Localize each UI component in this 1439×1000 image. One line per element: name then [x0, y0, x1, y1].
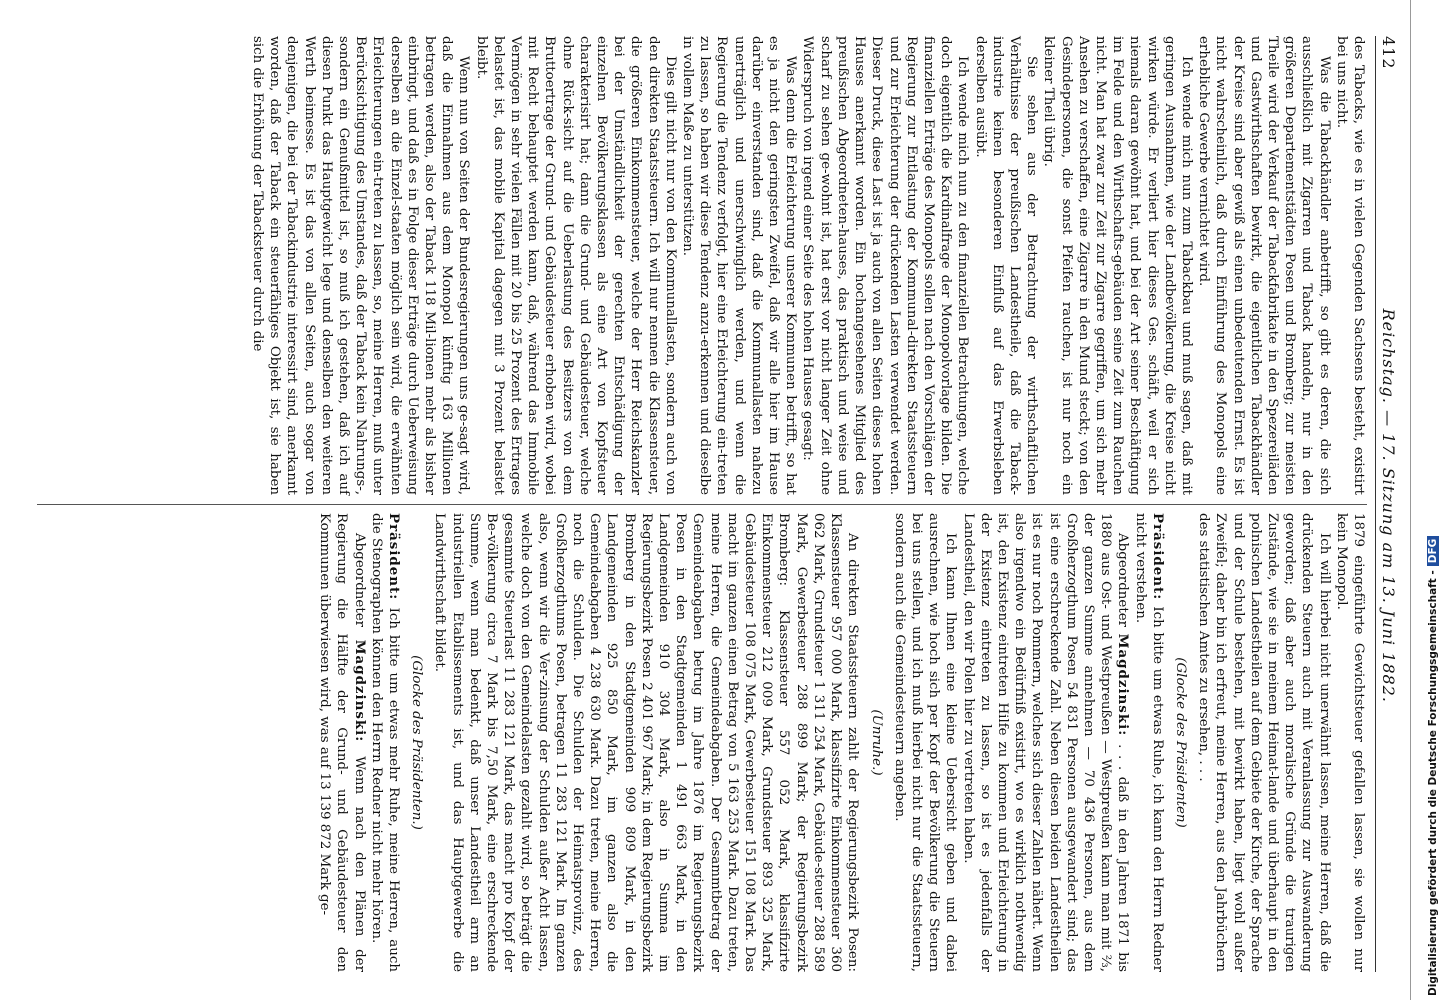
stage-direction: (Unruhe.): [868, 709, 884, 776]
paragraph-text: Ich wende mich nun zu den finanziellen Betrachtungen, welche doch eigentlich die Kardinalfrage der Monopolvorlage bilden. Die finanziellen Erträge des Monopols sollen nach den Vorschlägen der Regierung zur Entlastung der Kommunal-direkten Staatssteuern und zur Erleichterung der drückenden Lasten verwendet werden. Dieser Druck, diese Last ist ja auch von allen Seiten dieses hohen Hauses anerkannt worden. Ein hochangesehenes Mitglied des preußischen Abgeordneten-hauses, das praktisch und weise und scharf zu sehen ge-wohnt ist, hat erst vor nicht langer Zeit ohne Widerspruch von irgend einer Seite des hohen Hauses gesagt:: [800, 36, 971, 495]
body-paragraph: [249, 36, 473, 495]
page-number: 412: [1379, 36, 1398, 70]
speaker-name: Magdzinski:: [1115, 633, 1132, 745]
paragraph-text: Ich wende mich nun zum Tabackbau und muß sagen, daß mit geringen Ausnahmen, wie der Landbevölkerung, die Kreise nicht wirken würde. Er verliert hier dieses Ges. schäft, weil er sich niemals daran gewöhnt hat, und bei der Art seiner Beschäftigung im Felde und den Wirthschafts-gebäuden seine Zeit zum Rauchen nicht. Man hat zwar zur Zeit zur Zigarre gegriffen, um sich mehr Ansehen zu verschaffen, eine Zigarre in den Mund steckt; von den Gesindepersonen, die sonst Pfeifen rauchen, ist nur noch ein kleiner Theil übrig.: [1041, 36, 1194, 495]
body-paragraph: [891, 513, 960, 972]
page-header: [1375, 36, 1398, 972]
paragraph-text: Was denn die Erleichterung unserer Kommunen betrifft, so hat es ja nicht den geringsten Zweifel, daß wir alle hier im Hause darüber einverstanden sind, daß die Kommunallasten nahezu unerträglich und unerschwinglich werden, und wenn die Regierung die Tendenz verfolgt, hier eine Erleichterung ein-treten zu lassen, so haben wir diese Tendenz anzu-erkennen und dieselbe in vollem Maße zu unterstützen.: [680, 36, 799, 495]
body-paragraph: [472, 36, 678, 495]
body-paragraph: [1195, 513, 1333, 972]
paragraph-text: Was die Tabackhändler anbetrifft, so gibt es deren, die sich ausschließlich mit Zigarren und Taback handeln, nur in den größeren Departementstädten Posen und Bromberg; zur meisten Theile wird der Verkauf der Tabackfabrikate in den Spezereiläden und Gastwirthschaften bewirkt, die eigentlichen Tabackhändler der Kreise sind aber gewiß als einen unbedeutenden Ernst. Es ist nicht wahrscheinlich, daß durch Einführung des Monopols eine erhebliche Gewerbe vernichtet wird.: [1196, 36, 1332, 495]
paragraph-text: Ich bitte um etwas Ruhe, ich kann den Herrn Redner nicht verstehen.: [1132, 513, 1165, 972]
body-paragraph: [971, 36, 1040, 495]
body-paragraph: [1195, 36, 1333, 495]
paragraph-text: Ich bitte um etwas mehr Ruhe, meine Herren, auch die Stenographen können den Herrn Redner nicht mehr hören.: [368, 513, 402, 972]
body-paragraph: [679, 36, 799, 495]
digitization-sidebar: [1410, 0, 1439, 1000]
paragraph-text: 1879 eingeführte Gewichtsteuer gefallen lassen, sie wollen nur kein Monopol.: [1333, 513, 1366, 972]
paragraph-text: Ich kann Ihnen eine kleine Uebersicht geben und dabei ausrechnen, wie hoch sich per Kopf der Bevölkerung die Steuern bei uns stellen, und ich muß hierbei nicht nur die Staatssteuern, sondern auch die Gemeindesteuern angeben.: [891, 513, 959, 972]
rotated-document-page: [16, 0, 1408, 1000]
paragraph-text: Dies gilt nicht nur von den Kommunallasten, sondern auch von den direkten Staatssteuern. Ich will nur nennen die Klassensteuer, die größeren Einkommensteuer, welche der Herr Reichskanzler bei der Umständlichkeit der gerechten Entschädigung der einzelnen Bevölkerungsklassen als eine Art von Kopfsteuer charakterisirt hat; dann die Grund- und Gebäudesteuer, welche ohne Rück-sicht auf die Ueberlastung des Besitzers von dem Bruttoertrage der Grund- und Gebäudesteuer erhoben wird, wobei mit Recht behauptet werden kann, daß, während das Immobile Vermögen in sehr vielen Fällen mit 20 bis 25 Prozent des Ertrages belastet ist, das mobile Kapital dagegen mit 3 Prozent belastet bleibt.: [473, 36, 678, 495]
speech-paragraph: [1131, 513, 1165, 972]
stage-direction: (Glocke des Präsidenten): [1172, 657, 1188, 828]
dfg-logo: DFG: [1427, 536, 1439, 567]
speaker-name: Präsident:: [1149, 513, 1166, 607]
stage-direction: (Glocke des Präsidenten.): [409, 655, 425, 830]
speech-paragraph: [316, 513, 368, 972]
paragraph-text: An direkten Staatssteuern zahlt der Regierungsbezirk Posen: Klassensteuer 957 000 Mark, klassifizirte Einkommensteuer 360 062 Mark, Grundsteuer 1 311 254 Mark, Gebäude-steuer 288 589 Mark, Gewerbesteuer 288 899 Mark; der Regierungsbezirk Bromberg: Klassensteuer 557 052 Mark, klassifizirte Einkommensteuer 212 009 Mark, Grundsteuer 893 325 Mark, Gebäudesteuer 108 075 Mark, Gewerbesteuer 151 108 Mark. Das macht im ganzen einen Betrag von 5 163 253 Mark. Dazu treten, meine Herren, die Gemeindeabgaben. Der Gesammtbetrag der Gemeindeabgaben betrug im Jahre 1876 im Regierungsbezirk Posen in den Stadtgemeinden 1 491 663 Mark, in den Landgemeinden 910 304 Mark, also in Summa im Regierungsbezirk Posen 2 401 967 Mark; in dem Regierungsbezirk Bromberg in den Stadtgemeinden 909 809 Mark, in den Landgemeinden 925 850 Mark, im ganzen also die Gemeindeabgaben 4 238 630 Mark. Dazu treten, meine Herren, noch die Schulden. Die Schulden der Heimatsprovinz, des Großherzogthums Posen, betragen 11 283 121 Mark. Im ganzen also, wenn wir die Ver-zinsung der Schulden außer Acht lassen, welche doch von den Gemeindelasten gezahlt wird, so beträgt die gesammte Steuerlast 11 283 121 Mark, das macht pro Kopf der Be-völkerung circa 7 Mark bis 7,50 Mark, eine erschreckende Summe, wenn man bedenkt, daß unser Landestheil arm an industriellen Etablissements ist, und das Hauptgewerbe die Landwirthschaft bildet.: [432, 513, 861, 972]
left-text-column: [37, 36, 1367, 495]
paragraph-text: . . . daß in den Jahren 1871 bis 1880 aus Ost- und Westpreußen — Westpreußen kann man mit ⅔, der ganzen Summe annehmen — 70 436 Personen, aus dem Großherzogthum Posen 54 831 Personen ausgewandert sind; das ist eine erschreckende Zahl. Neben diesen beiden Landestheilen ist es nur noch Pommern, welches sich dieser Zahlen nähert. Wenn also irgendwo ein Bedürfniß existirt, wo es wirklich nothwendig ist, den Existenz eintreten Hilfe zu kommen und Erleichterung in der Existenz eintreten zu lassen, so ist es jedenfalls der Landestheil, den wir Polen hier zu vertreten haben.: [960, 513, 1131, 972]
body-paragraph: [1333, 36, 1367, 495]
speaker-prefix: Abgeordneter: [351, 533, 367, 640]
paragraph-text: des Tabacks, wie es in vielen Gegenden Sachsens besteht, existirt bei uns nicht.: [1333, 36, 1366, 495]
column-divider: [37, 504, 1367, 505]
body-paragraph: [1333, 513, 1367, 972]
paragraph-text: Ich will hierbei nicht unerwähnt lassen, meine Herren, daß die drückenden Steuern auch mit Veranlassung zur Auswanderung geworden; daß aber auch moralische Gründe die traurigen Zustände, wie sie in meinem Heimat-lande und überhaupt in den polnischen Landestheilen auf dem Gebiete der Kirche, der Sprache und der Schule bestehen, mit bewirkt haben, liegt wohl außer Zweifel; daher bin ich erfreut, meine Herren, aus den Jahrbüchern des statistischen Amtes zu ersehen, . . .: [1196, 513, 1332, 972]
paragraph-text: Wenn nach den Plänen der Regierung die Hälfte der Grund- und Gebäudesteuer den Kommunen überwiesen wird, was auf 13 139 872 Mark ge-: [317, 513, 367, 972]
speech-paragraph: [368, 513, 402, 972]
digitization-credit-text: Digitalisierung gefördert durch die Deutsche Forschungsgemeinschaft -: [1427, 570, 1439, 996]
speech-paragraph: [959, 513, 1131, 972]
body-paragraph: [799, 36, 971, 495]
speaker-name: Präsident:: [386, 513, 403, 608]
body-paragraph: [1040, 36, 1195, 495]
running-title: Reichstag. — 17. Sitzung am 13. Juni 1882.: [1379, 308, 1398, 703]
paragraph-text: Wenn nun von Seiten der Bundesregierungen uns ge-sagt wird, daß die Einnahmen aus dem Monopol künftig 163 Millionen betragen werden, also der Taback 118 Mil-lionen mehr als bisher einbringt, und daß es in Folge dieser Erträge durch Ueberweisung derselben an die Einzel-staaten möglich sein wird, die erwähnten Erleichterungen ein-treten zu lassen, so, meine Herren, muß unter Berücksichtigung des Umstandes, daß der Taback kein Nahrungs-, sondern ein Genußmittel ist, so muß ich gestehen, daß ich auf diesen Punkt das Hauptgewicht lege und denselben den weiteren Werth beimesse. Es ist das von allen Seiten, auch sogar von denjenigen, die bei der Tabackindustrie interessirt sind, anerkannt worden, daß der Taback ein steuerfähiges Objekt ist, sie haben sich die Erhöhung der Tabacksteuer durch die: [250, 36, 472, 495]
speaker-name: Magdzinski:: [351, 639, 368, 757]
speaker-prefix: Abgeordneter: [1115, 533, 1131, 634]
paragraph-text: Sie sehen aus der Betrachtung der wirthschaftlichen Verhältnisse der preußischen Landestheile, daß die Taback-industrie keinen besonderen Einfluß auf das Erwerbsleben derselben ausübt.: [972, 36, 1040, 495]
digitization-credit: [1427, 6, 1439, 996]
right-text-column: [37, 513, 1367, 972]
body-paragraph: [431, 513, 861, 972]
